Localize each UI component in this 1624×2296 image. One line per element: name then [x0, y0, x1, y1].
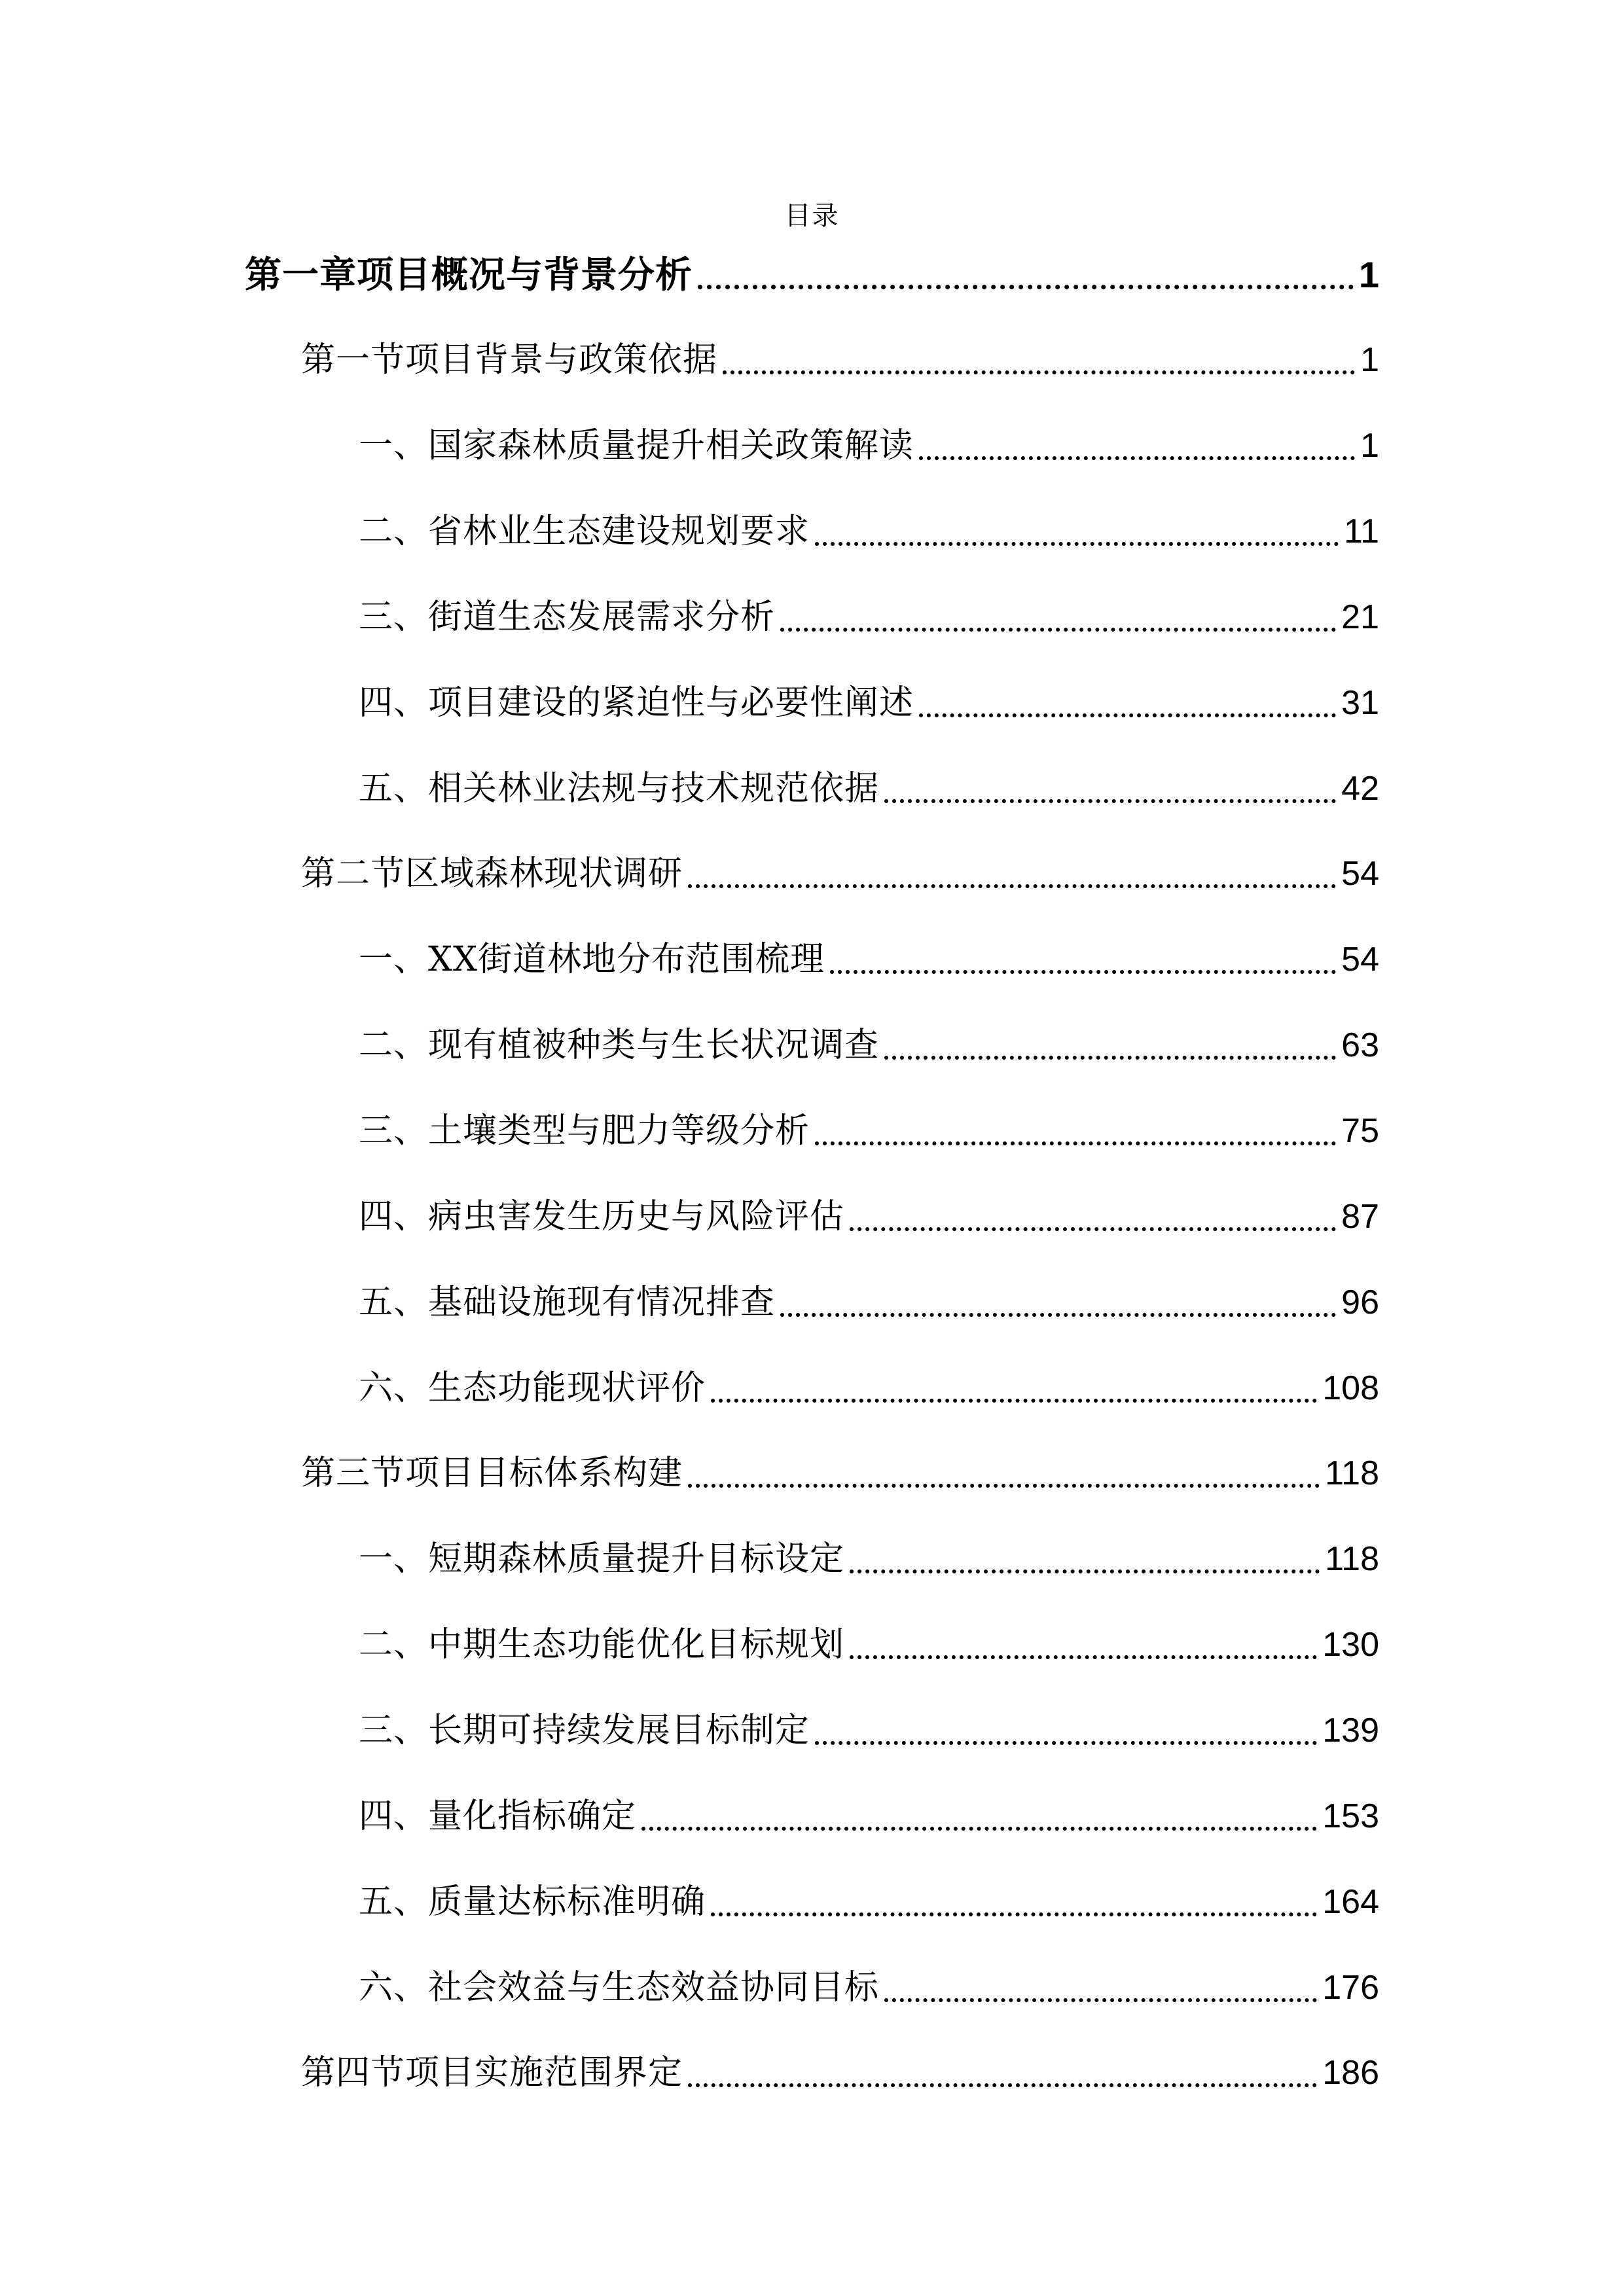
toc-item[interactable] — [359, 505, 1379, 558]
toc-entry-text: 第一节项目背景与政策依据 — [301, 340, 718, 380]
toc-item[interactable] — [359, 1962, 1379, 2014]
toc-entry-text: 六、生态功能现状评价 — [359, 1369, 706, 1408]
toc-entry-text: 四、量化指标确定 — [359, 1797, 637, 1836]
dot-leader — [830, 933, 1336, 986]
dot-leader — [815, 1105, 1336, 1157]
toc-entry-text: 二、中期生态功能优化目标规划 — [359, 1625, 845, 1664]
toc-item[interactable] — [359, 1276, 1379, 1329]
toc-page-number: 118 — [1325, 1540, 1379, 1578]
dot-leader — [723, 334, 1355, 386]
toc-entry-text: 第四节项目实施范围界定 — [301, 2053, 683, 2092]
toc-entry-text: 六、社会效益与生态效益协同目标 — [359, 1968, 880, 2007]
toc-page-number: 31 — [1341, 684, 1379, 722]
dot-leader — [850, 1191, 1336, 1243]
toc-page-number: 21 — [1341, 598, 1379, 636]
dot-leader — [711, 1876, 1317, 1928]
dot-leader — [815, 505, 1339, 558]
toc-page-number: 1 — [1360, 427, 1379, 465]
toc-item[interactable] — [359, 933, 1379, 986]
dot-leader — [919, 420, 1355, 472]
toc-entry-text: 三、土壤类型与肥力等级分析 — [359, 1111, 810, 1151]
dot-leader — [850, 1533, 1320, 1585]
dot-leader — [815, 1704, 1317, 1757]
toc-entry-text: 二、省林业生态建设规划要求 — [359, 512, 810, 551]
toc-page-number: 42 — [1341, 770, 1379, 808]
dot-leader — [688, 1447, 1320, 1499]
toc-item[interactable] — [359, 1019, 1379, 1071]
toc-entry-text: 三、街道生态发展需求分析 — [359, 598, 776, 637]
toc-page-number: 130 — [1322, 1626, 1379, 1664]
toc-page-number: 1 — [1358, 254, 1379, 295]
toc-item[interactable] — [359, 1191, 1379, 1243]
toc-entry-text: 二、现有植被种类与生长状况调查 — [359, 1026, 880, 1065]
toc-entry-text: 第二节区域森林现状调研 — [301, 854, 683, 893]
toc-page-number: 186 — [1322, 2054, 1379, 2092]
toc-item[interactable] — [359, 1876, 1379, 1928]
dot-leader — [884, 762, 1336, 815]
toc-page-number: 1 — [1360, 341, 1379, 379]
dot-leader — [711, 1362, 1317, 1414]
dot-leader — [919, 677, 1336, 729]
toc-item[interactable] — [359, 1362, 1379, 1414]
toc-page-number: 176 — [1322, 1969, 1379, 2007]
toc-entry-text: 一、短期森林质量提升目标设定 — [359, 1539, 845, 1579]
toc-page-number: 54 — [1341, 855, 1379, 893]
toc-section-4[interactable] — [301, 2047, 1379, 2099]
toc-item[interactable] — [359, 1619, 1379, 1671]
toc-entry-text: 第一章项目概况与背景分析 — [245, 253, 693, 296]
toc-section-1[interactable] — [301, 334, 1379, 386]
dot-leader — [850, 1619, 1317, 1671]
toc-entry-text: 一、XX街道林地分布范围梳理 — [359, 940, 825, 979]
toc-entry-text: 一、国家森林质量提升相关政策解读 — [359, 426, 914, 465]
toc-section-2[interactable] — [301, 848, 1379, 900]
toc-item[interactable] — [359, 420, 1379, 472]
toc-entry-text: 第三节项目目标体系构建 — [301, 1454, 683, 1493]
toc-item[interactable] — [359, 1790, 1379, 1842]
toc-item[interactable] — [359, 1105, 1379, 1157]
dot-leader — [884, 1962, 1317, 2014]
toc-item[interactable] — [359, 1704, 1379, 1757]
toc-item[interactable] — [359, 762, 1379, 815]
toc-page-number: 139 — [1322, 1712, 1379, 1749]
dot-leader — [698, 249, 1354, 301]
toc-page-number: 108 — [1322, 1369, 1379, 1407]
toc-section-3[interactable] — [301, 1447, 1379, 1499]
toc-chapter-1[interactable] — [245, 249, 1379, 301]
toc-page-number: 96 — [1341, 1283, 1379, 1321]
toc-page-number: 153 — [1322, 1797, 1379, 1835]
dot-leader — [780, 1276, 1336, 1329]
toc-entry-text: 五、质量达标标准明确 — [359, 1882, 706, 1922]
toc-item[interactable] — [359, 591, 1379, 643]
toc-title: 目录 — [784, 201, 840, 231]
toc-page-number: 75 — [1341, 1112, 1379, 1150]
toc-item[interactable] — [359, 677, 1379, 729]
toc-entry-text: 四、病虫害发生历史与风险评估 — [359, 1197, 845, 1236]
dot-leader — [641, 1790, 1317, 1842]
toc-item[interactable] — [359, 1533, 1379, 1585]
toc-page-number: 164 — [1322, 1883, 1379, 1921]
toc-entry-text: 五、基础设施现有情况排查 — [359, 1283, 776, 1322]
toc-entry-text: 三、长期可持续发展目标制定 — [359, 1711, 810, 1750]
toc-page-number: 11 — [1344, 512, 1379, 550]
toc-entry-text: 五、相关林业法规与技术规范依据 — [359, 769, 880, 808]
toc-page-number: 87 — [1341, 1198, 1379, 1236]
dot-leader — [780, 591, 1336, 643]
toc-page-number: 63 — [1341, 1026, 1379, 1064]
toc-page-number: 54 — [1341, 941, 1379, 978]
dot-leader — [688, 848, 1336, 900]
dot-leader — [688, 2047, 1317, 2099]
toc-page-number: 118 — [1325, 1454, 1379, 1492]
toc-entry-text: 四、项目建设的紧迫性与必要性阐述 — [359, 683, 914, 723]
dot-leader — [884, 1019, 1336, 1071]
